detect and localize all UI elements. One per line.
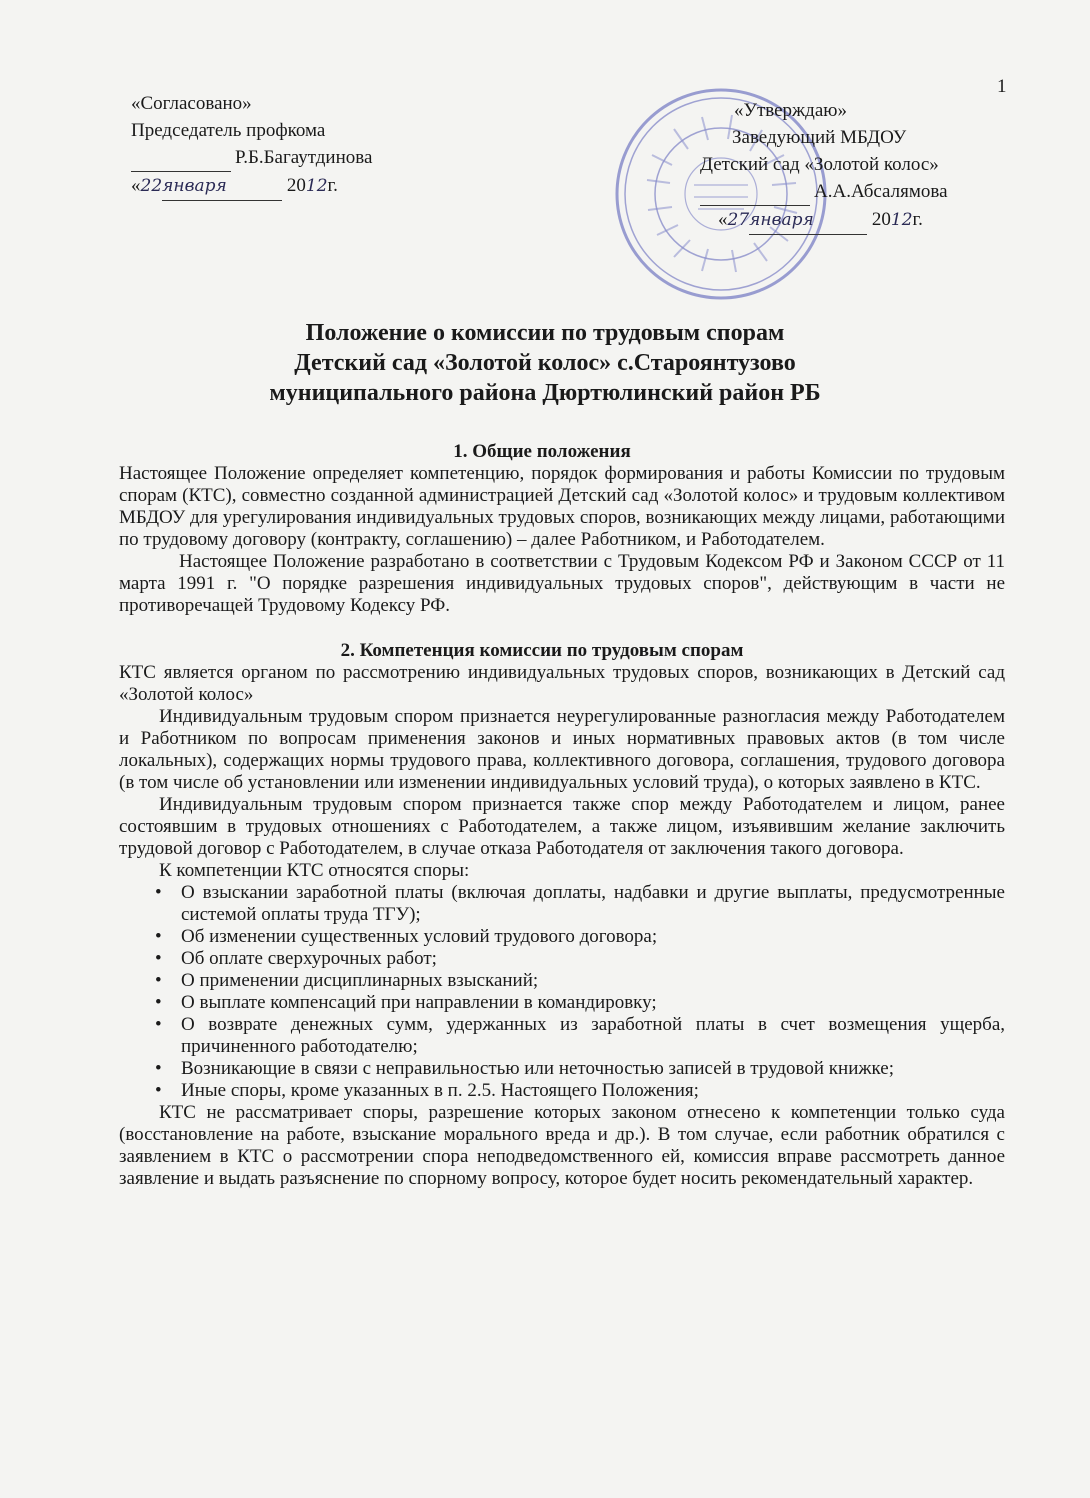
signer-name: А.А.Абсалямова: [814, 181, 948, 202]
list-item: • О взыскании заработной платы (включая доплаты, надбавки и другие выплаты, предусмотренные системой оплаты труда ТГУ);: [155, 882, 1005, 925]
bullet-icon: •: [155, 948, 162, 969]
page-number: 1: [997, 76, 1007, 97]
signature-line: [700, 178, 948, 206]
approval-block-right: [700, 97, 948, 235]
section-2-heading: 2. Компетенция комиссии по трудовым спорам: [340, 640, 744, 661]
date-day: 27: [727, 210, 750, 230]
chairman-title: Председатель профкома: [131, 120, 326, 141]
date-year-prefix: 20: [286, 175, 306, 196]
section-2-paragraph-4: К компетенции КТС относятся споры:: [159, 860, 470, 881]
section-1-paragraph-1: Настоящее Положение определяет компетенцию, порядок формирования и работы Комиссии по трудовым спорам (КТС), совместно созданной администрацией Детский сад «Золотой колос» и трудовым коллективом МБДОУ для урегулирования индивидуальных трудовых споров, возникающих между лицами, работающими по трудовому договору (контракту, соглашению) – далее Работником, и Работодателем.: [119, 463, 1005, 550]
approval-block-left: [131, 90, 372, 201]
list-item: • О выплате компенсаций при направлении в командировку;: [155, 992, 657, 1013]
title-line-1: Положение о комиссии по трудовым спорам: [305, 320, 785, 346]
list-item: • Об оплате сверхурочных работ;: [155, 948, 437, 969]
signature-icon: [700, 178, 810, 206]
list-item: • О возврате денежных сумм, удержанных из заработной платы в счет возмещения ущерба, причиненного работодателю;: [155, 1014, 1005, 1057]
signature-line: [131, 144, 372, 172]
date-month-line: [162, 172, 282, 201]
section-1-paragraph-2: Настоящее Положение разработано в соответствии с Трудовым Кодексом РФ и Законом СССР от 11 марта 1991 г. "О порядке разрешения индивидуальных трудовых споров", действующим в части не противоречащей Трудовому Кодексу РФ.: [119, 551, 1005, 616]
bullet-icon: •: [155, 1014, 162, 1035]
date-month-line: [749, 206, 867, 235]
date-end: г.: [912, 209, 923, 230]
bullet-icon: •: [155, 970, 162, 991]
date-end: г.: [327, 175, 338, 196]
list-item: • О применении дисциплинарных взысканий;: [155, 970, 539, 991]
section-2-paragraph-3: Индивидуальным трудовым спором признается также спор между Работодателем и лицом, ранее состоявшим в трудовых отношениях с Работодателем, а также лицом, изъявившим желание заключить трудовой договор с Работодателем, в случае отказа Работодателя от заключения такого договора.: [119, 794, 1005, 859]
section-2-paragraph-1: КТС является органом по рассмотрению индивидуальных трудовых споров, возникающих в Детский сад «Золотой колос»: [119, 662, 1005, 705]
bullet-icon: •: [155, 882, 162, 903]
date-open-quote: «: [718, 209, 728, 230]
bullet-icon: •: [155, 926, 162, 947]
approval-label: «Утверждаю»: [734, 100, 847, 121]
bullet-icon: •: [155, 1058, 162, 1079]
bullet-icon: •: [155, 1080, 162, 1101]
approval-date: [131, 172, 372, 201]
date-year-suffix: 12: [305, 176, 328, 196]
bullet-icon: •: [155, 992, 162, 1013]
section-2-paragraph-2: Индивидуальным трудовым спором признается неурегулированные разногласия между Работодателем и Работником по вопросам применения законов и иных нормативных правовых актов (в том числе локальных), содержащих нормы трудового права, коллективного договора, соглашения, трудового договора (в том числе об установлении или изменении индивидуальных условий труда), о которых заявлено в КТС.: [119, 706, 1005, 793]
date-year-suffix: 12: [890, 210, 913, 230]
organization-name: Детский сад «Золотой колос»: [700, 154, 939, 175]
list-item: • Иные споры, кроме указанных в п. 2.5. Настоящего Положения;: [155, 1080, 699, 1101]
head-title: Заведующий МБДОУ: [732, 127, 907, 148]
document-body: [119, 441, 1005, 1190]
signer-name: Р.Б.Багаутдинова: [235, 147, 373, 168]
disputes-list: [119, 882, 1005, 1102]
approval-date: [700, 206, 948, 235]
section-2-paragraph-5: КТС не рассматривает споры, разрешение которых законом отнесено к компетенции только суда (восстановление на работе, взыскание морального вреда и др.). В том случае, если работник обратился с заявлением в КТС о рассмотрении спора неподведомственного ей, комиссия вправе рассмотреть данное заявление и выдать разъяснение по спорному вопросу, которое будет носить рекомендательный характер.: [119, 1102, 1005, 1189]
date-open-quote: «: [131, 175, 141, 196]
date-day: 22: [140, 176, 163, 196]
list-item: • Возникающие в связи с неправильностью или неточностью записей в трудовой книжке;: [155, 1058, 894, 1079]
title-line-3: муниципального района Дюртюлинский район РБ: [269, 380, 821, 406]
date-year-prefix: 20: [871, 209, 891, 230]
date-month: января: [749, 210, 814, 230]
title-line-2: Детский сад «Золотой колос» с.Стар​оянтузово: [294, 350, 796, 376]
section-1-heading: 1. Общие положения: [453, 441, 631, 462]
date-month: января: [162, 176, 227, 196]
list-item: • Об изменении существенных условий трудового договора;: [155, 926, 658, 947]
signature-icon: [131, 144, 231, 172]
document-title: [0, 318, 1090, 408]
approval-label: «Согласовано»: [131, 93, 252, 114]
